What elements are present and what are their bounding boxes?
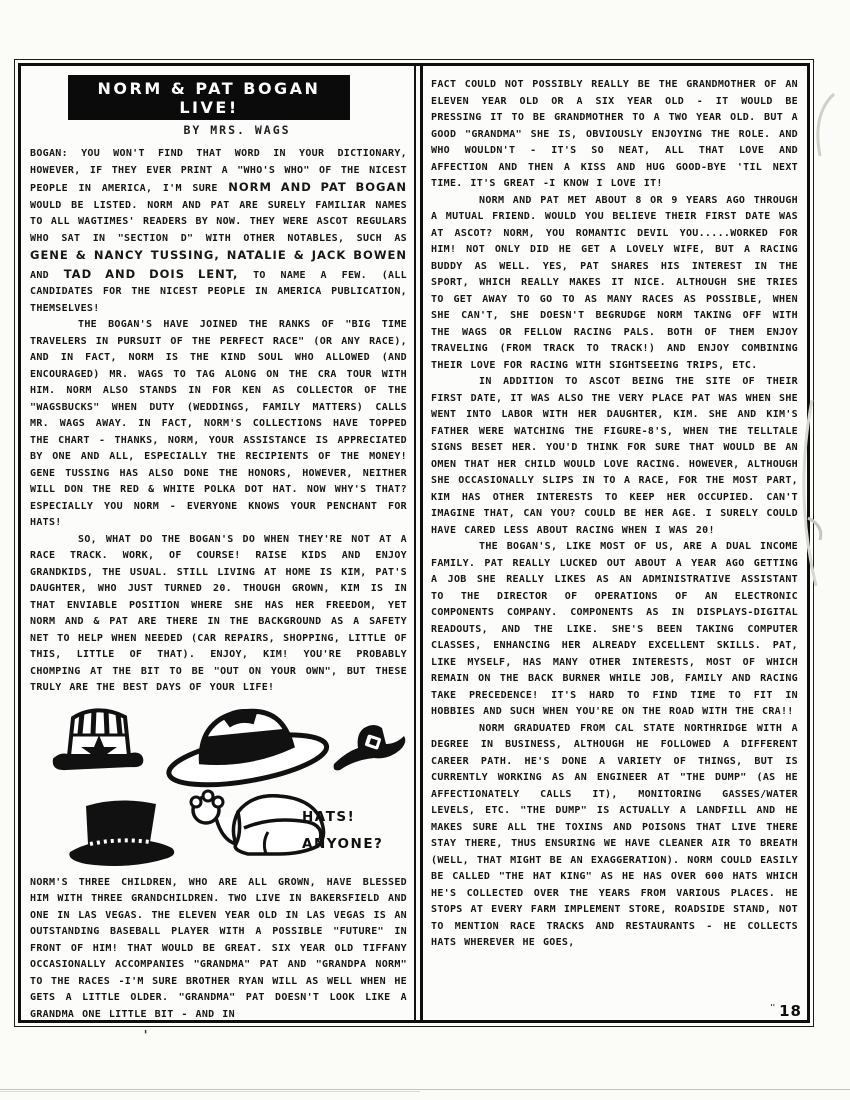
left-column-text-top — [30, 146, 407, 697]
article-paragraph — [30, 317, 407, 532]
article-paragraph — [431, 374, 798, 539]
scan-stray-mark: ' — [142, 1028, 150, 1042]
black-top-hat-icon — [60, 796, 184, 872]
page-number-value: 18 — [779, 1002, 802, 1020]
right-column — [423, 66, 807, 1020]
page-title: NORM & PAT BOGAN LIVE! — [68, 75, 350, 120]
body-text: NORM'S THREE CHILDREN, WHO ARE ALL GROWN, HAVE BLESSED HIM WITH THREE GRANDCHILDREN. TWO LIVE IN BAKERSFIELD AND ONE IN LAS VEGAS. THE ELEVEN YEAR OLD IN LAS VEGAS IS AN OUTSTANDING BASEBALL PLAYER WITH A POSSIBLE "FUTURE" IN FRONT OF HIM! THAT WOULD BE GREAT. SIX YEAR OLD TIFFANY OCCASIONALLY ACCOMPANIES "GRANDMA" PAT AND "GRANDPA NORM" TO THE RACES -I'M SURE BROTHER RYAN WILL AS WELL WHEN HE GETS A LITTLE OLDER. "GRANDMA" PAT DOESN'T LOOK LIKE A GRANDMA ONE LITTLE BIT - AND IN — [30, 876, 407, 1020]
highlighted-name: GENE & NANCY TUSSING, NATALIE & JACK BOWEN — [30, 248, 407, 262]
scan-edge-line-2 — [0, 1091, 420, 1092]
body-text: TO NAME A FEW. (ALL CANDIDATES FOR THE NICEST PEOPLE IN AMERICA PUBLICATION, THEMSELVES! — [30, 269, 407, 314]
page-number — [770, 1002, 802, 1020]
byline: BY MRS. WAGS — [183, 123, 291, 137]
body-text: BOGAN: YOU WON'T FIND THAT WORD IN YOUR DICTIONARY, HOWEVER, IF THEY EVER PRINT A "WHO'S WHO" OF THE NICEST PEOPLE IN AMERICA, I'M SURE — [30, 148, 407, 194]
article-paragraph — [30, 146, 407, 317]
right-column-text — [431, 77, 798, 952]
left-column-text-bottom — [30, 875, 407, 1024]
fedora-hat-icon — [158, 702, 334, 790]
article-paragraph — [431, 77, 798, 193]
body-text: SO, WHAT DO THE BOGAN'S DO WHEN THEY'RE NOT AT A RACE TRACK. WORK, OF COURSE! RAISE KIDS AND ENJOY GRANDKIDS, THE USUAL. STILL LIVING AT HOME IS KIM, PAT'S DAUGHTER, WHO JUST TURNED 20. THOUGH GROWN, KIM IS IN THAT ENVIABLE POSITION WHERE SHE HAS HER FREEDOM, YET NORM AND & PAT ARE THERE IN THE BACKGROUND AS A SAFETY NET TO HELP WHEN NEEDED (CAR REPAIRS, SHOPPING, LITTLE OF THIS, LITTLE OF THAT). ENJOY, KIM! YOU'RE PROBABLY CHOMPING AT THE BIT TO BE "OUT ON YOUR OWN", BUT THESE TRULY ARE THE BEST DAYS OF YOUR LIFE! — [30, 533, 407, 693]
article-header — [30, 75, 407, 137]
body-text: THE BOGAN'S, LIKE MOST OF US, ARE A DUAL INCOME FAMILY. PAT REALLY LUCKED OUT ABOUT A YEAR AGO GETTING A JOB SHE REALLY LIKES AS AN ADMINISTRATIVE ASSISTANT TO THE DIRECTOR OF OPERATIONS OF AN ELECTRONIC COMPONENTS COMPANY. COMPONENTS AS IN DISPLAYS-DIGITAL READOUTS, AND THE LIKE. SHE'S BEEN TAKING COMPUTER CLASSES, ENHANCING HER ALREADY EXCELLENT SKILLS. PAT, LIKE MYSELF, HAS MANY OTHER INTERESTS, MOST OF WHICH REMAIN ON THE BACK BURNER WHILE JOB, FAMILY AND RACING TAKE PRECEDENCE! IT'S HARD TO FIND TIME TO FIT IN HOBBIES AND SUCH WHEN YOU'RE ON THE ROAD WITH THE CRA!! — [431, 541, 798, 717]
hats-caption-line2: ANYONE? — [302, 835, 384, 852]
body-text: AND — [30, 269, 64, 281]
body-text: IN ADDITION TO ASCOT BEING THE SITE OF THEIR FIRST DATE, IT WAS ALSO THE VERY PLACE PAT WAS WHEN SHE WENT INTO LABOR WITH HER DAUGHTER, KIM. SHE AND KIM'S FATHER WERE WATCHING THE FIGURE-8'S, WHEN THE TELLTALE SIGNS BESET HER. YOU'D THINK FOR SURE THAT WOULD BE AN OMEN THAT HER CHILD WOULD LOVE RACING. HOWEVER, ALTHOUGH SHE OCCASIONALLY SLIPS IN TO A RACE, FOR THE MOST PART, KIM HAS OTHER INTERESTS TO KEEP HER OCCUPIED. CAN'T IMAGINE THAT, CAN YOU? COULD BE HER AGE. I SURELY COULD HAVE CARED LESS ABOUT RACING WHEN I WAS 20! — [431, 376, 798, 536]
article-paragraph — [431, 193, 798, 375]
body-text: NORM AND PAT MET ABOUT 8 OR 9 YEARS AGO THROUGH A MUTUAL FRIEND. WOULD YOU BELIEVE THEIR FIRST DATE WAS AT ASCOT? NORM, YOU ROMANTIC DEVIL YOU.....WORKED FOR HIM! NOT ONLY DID HE GET A LOVELY WIFE, BUT A RACING BUDDY AS WELL. YES, PAT SHARES HIS INTEREST IN THE SPORT, WHICH REALLY MAKES IT NICE. ALTHOUGH SHE TRIES TO GET AWAY TO GO TO AS MANY RACES AS POSSIBLE, WHEN SHE CAN'T, SHE DOESN'T BEGRUDGE NORM TAKING OFF WITH THE WAGS OR FELLOW RACING PALS. BOTH OF THEM ENJOY TRAVELING (FROM TRACK TO TRACK!) AND ENJOY COMBINING THEIR LOVE FOR RACING WITH SIGHTSEEING TRIPS, ETC. — [431, 194, 798, 371]
hats-caption-line1: HATS! — [302, 808, 356, 825]
scan-edge-line — [0, 1089, 850, 1090]
article-frame — [18, 63, 810, 1023]
uncle-sam-top-hat-icon — [46, 704, 146, 796]
body-text: WOULD BE LISTED. NORM AND PAT ARE SURELY FAMILIAR NAMES TO ALL WAGTIMES' READERS BY NOW. THEY WERE ASCOT REGULARS WHO SAT IN "SECTION D" WITH OTHER NOTABLES, SUCH AS — [30, 199, 407, 244]
body-text: THE BOGAN'S HAVE JOINED THE RANKS OF "BIG TIME TRAVELERS IN PURSUIT OF THE PERFECT RACE" (OR ANY RACE), AND IN FACT, NORM IS THE KIND SOUL WHO ALLOWED (AND ENCOURAGED) MR. WAGS TO TAG ALONG ON THE CRA TOUR WITH HIM. NORM ALSO STANDS IN FOR KEN AS COLLECTOR OF THE "WAGSBUCKS" WHEN DUTY (WEDDINGS, FAMILY MATTERS) CALLS MR. WAGS AWAY. IN FACT, NORM'S COLLECTIONS HAVE TOPPED THE CHART - THANKS, NORM, YOUR ASSISTANCE IS APPRECIATED BY ONE AND ALL, ESPECIALLY THE RECIPIENTS OF THE MONEY! GENE TUSSING HAS ALSO DONE THE HONORS, HOWEVER, NEITHER WILL DON THE RED & WHITE POLKA DOT HAT. NOW WHY'S THAT? ESPECIALLY YOU NORM - EVERYONE KNOWS YOUR PENCHANT FOR HATS! — [30, 319, 407, 528]
column-divider-rule — [414, 66, 423, 1020]
body-text: NORM GRADUATED FROM CAL STATE NORTHRIDGE WITH A DEGREE IN BUSINESS, ALTHOUGH HE FOLLOWED A DIFFERENT CAREER PATH. HE'S DONE A VARIETY OF THINGS, BUT IS CURRENTLY WORKING AS AN ENGINEER AT "THE DUMP" (AS HE AFFECTIONATELY CALLS IT), MONITORING GASSES/WATER LEVELS, ETC. "THE DUMP" IS ACTUALLY A LANDFILL AND HE MAKES SURE ALL THE TOXINS AND POISONS THAT LIVE THERE STAY THERE, THUS ENSURING WE HAVE CLEANER AIR TO BREATH (WELL, THAT MIGHT BE AN EXAGGERATION). NORM COULD EASILY BE CALLED "THE HAT KING" AS HE HAS OVER 600 HATS WHICH HE'S COLLECTED OVER THE YEARS FROM VARIOUS PLACES. HE STOPS AT EVERY FARM IMPLEMENT STORE, ROADSIDE STAND, NOT TO MENTION RACE TRACKS AND RESTAURANTS - HE COLLECTS HATS WHEREVER HE GOES, — [431, 722, 798, 948]
hats-caption — [302, 804, 407, 858]
article-paragraph — [431, 539, 798, 721]
body-text: FACT COULD NOT POSSIBLY REALLY BE THE GRANDMOTHER OF AN ELEVEN YEAR OLD OR A SIX YEAR OLD - IT WOULD BE PRESSING IT TO BE GRANDMOTHER TO A TWO YEAR OLD. BUT A GOOD "GRANDMA" SHE IS, OBVIOUSLY ENJOYING THE ROLE. AND WHO WOULDN'T - IT'S SO NEAT, ALL THAT LOVE AND AFFECTION AND THEN A KISS AND HUG GOOD-BYE 'TIL NEXT TIME. IT'S GREAT -I KNOW I LOVE IT! — [431, 79, 798, 189]
left-column — [21, 66, 414, 1020]
highlighted-name: TAD AND DOIS LENT, — [63, 266, 239, 281]
page-number-mark: '' — [770, 1003, 776, 1012]
highlighted-name: NORM AND PAT BOGAN — [228, 180, 407, 194]
article-paragraph — [431, 721, 798, 952]
article-paragraph — [30, 875, 407, 1024]
hats-illustration — [30, 700, 407, 872]
article-paragraph — [30, 532, 407, 697]
cowboy-side-hat-icon — [330, 718, 408, 776]
